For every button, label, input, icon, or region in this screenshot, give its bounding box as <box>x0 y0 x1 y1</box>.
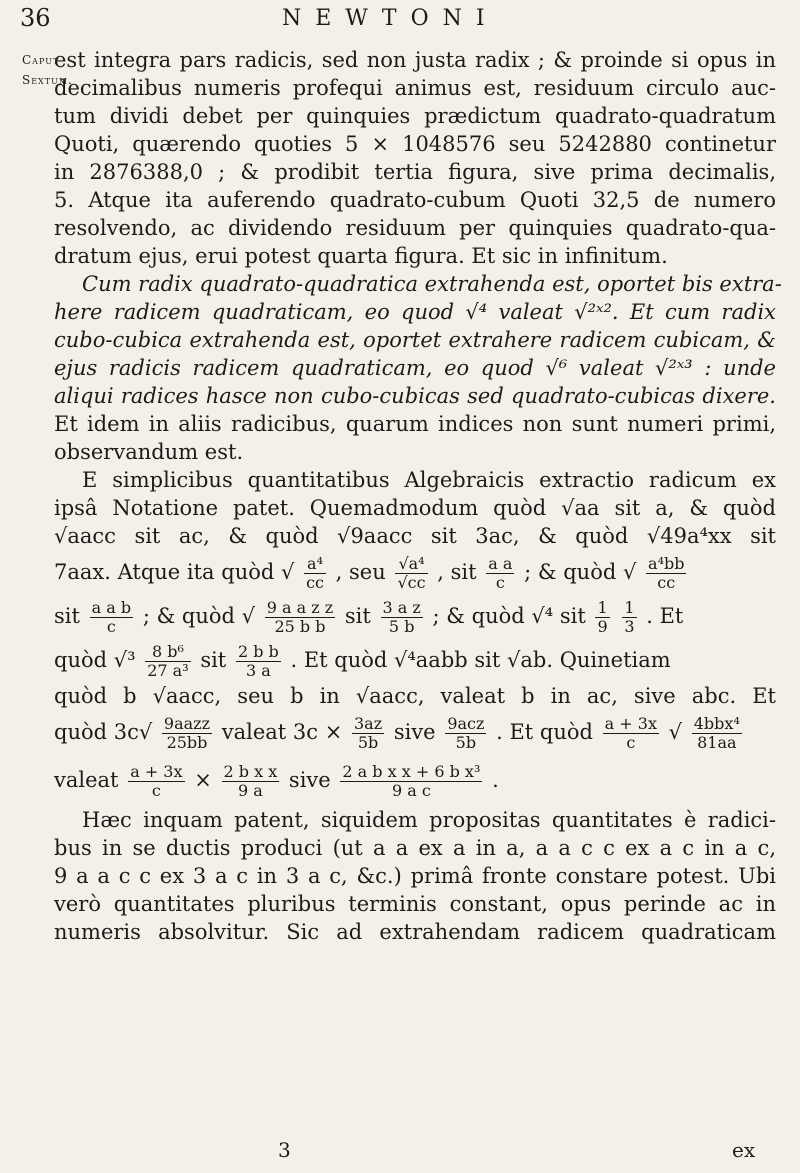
fraction: $\frac{a + 3x}{c}$ <box>130 762 183 800</box>
fraction: $\frac{\text{√a⁴}}{√cc}$ <box>397 554 426 592</box>
math-row-3: quòd √³ $\frac{\text{8 b⁶}}{\text{27 a³}}$ sit $\frac{\text{2 b b}}{3 a}$ . Et quòd √⁴aabb sit √ab. Quinetiam <box>54 642 671 680</box>
fraction: $\frac{\text{a a}}{c}$ <box>488 554 513 592</box>
text-line: 5. Atque ita auferendo quadrato-cubum Quoti 32,5 de numero <box>54 188 776 212</box>
page-number: 36 <box>20 4 51 32</box>
text-line: Et idem in aliis radicibus, quarum indices non sunt numeri primi, <box>54 412 776 436</box>
text-line: Cum radix quadrato-quadratica extrahenda est, oportet bis extra- <box>82 272 782 296</box>
fraction: 9aazz 25bb <box>163 714 211 752</box>
text-line: dratum ejus, erui potest quarta figura. Et sic in infinitum. <box>54 244 668 268</box>
paragraph-2-italic <box>54 270 782 410</box>
fraction: $\frac{\text{2 b x x}}{9 a}$ <box>223 762 278 800</box>
math-row-2: sit $\frac{\text{a a b}}{c}$ ; & quòd √ $\frac{\text{9 a a z z}}{\text{25 b b}}$ sit $\frac{\text{3 a z}}{5 b}$ ; & quòd √⁴ sit $\frac{1}{9}$ $\frac{1}{3}$ . Et <box>54 598 684 636</box>
math-row-4: quòd b √aacc, seu b in √aacc, valeat b in ac, sive abc. Et <box>54 684 776 708</box>
text-line: tum dividi debet per quinquies prædictum quadrato-quadratum <box>54 104 776 128</box>
fraction: $\frac{\text{2 b b}}{3 a}$ <box>237 642 279 680</box>
fraction: $\frac{\text{a⁴bb}}{cc}$ <box>648 554 685 592</box>
fraction: 9acz 5b <box>447 714 485 752</box>
text-line: aliqui radices hasce non cubo-cubicas sed quadrato-cubicas dixere. <box>54 384 776 408</box>
text-line: Hæc inquam patent, siquidem propositas quantitates è radici- <box>82 808 776 832</box>
catchword: ex <box>732 1138 756 1162</box>
text-line: numeris absolvitur. Sic ad extrahendam radicem quadraticam <box>54 920 776 944</box>
fraction: $\frac{\text{9 a a z z}}{\text{25 b b}}$ <box>266 598 334 636</box>
fraction: $\frac{3az}{5b}$ <box>353 714 383 752</box>
text-line: resolvendo, ac dividendo residuum per quinquies quadrato-qua- <box>54 216 776 240</box>
text-line: ejus radicis radicem quadraticam, eo quod √⁶ valeat √²ˣ³ : unde <box>54 356 776 380</box>
text-line: E simplicibus quantitatibus Algebraicis extractio radicum ex <box>82 468 776 492</box>
fraction: $\frac{\text{a⁴}}{cc}$ <box>306 554 324 592</box>
paragraph-1 <box>54 46 776 270</box>
margin-note-sextum: Sextum. <box>22 73 73 87</box>
text-line: est integra pars radicis, sed non justa radix ; & proinde si opus in <box>54 48 776 72</box>
text-line: bus in se ductis produci (ut a a ex a in a, a a c c ex a c in a c, <box>54 836 776 860</box>
paragraph-4 <box>54 466 776 550</box>
text-line: ipsâ Notatione patet. Quemadmodum quòd √aa sit a, & quòd <box>54 496 776 520</box>
fraction: $\frac{1}{3}$ <box>624 598 635 636</box>
text-line: in 2876388,0 ; & prodibit tertia figura, sive prima decimalis, <box>54 160 776 184</box>
page-body <box>54 46 782 946</box>
fraction: $\frac{\text{a a b}}{c}$ <box>91 598 132 636</box>
paragraph-3 <box>54 410 776 466</box>
math-row-5: quòd 3c√ 9aazz 25bb valeat 3c × $\frac{3az}{5b}$ sive 9acz 5b . Et quòd $\frac{a + 3x}{c}$ √ 4bbx⁴ 81aa <box>54 714 740 752</box>
signature-mark: 3 <box>278 1138 291 1162</box>
math-row-1: 7aax. Atque ita quòd √ $\frac{\text{a⁴}}{cc}$ , seu $\frac{\text{√a⁴}}{√cc}$ , sit $\frac{\text{a a}}{c}$ ; & quòd √ $\frac{\text{a⁴bb}}{cc}$ <box>54 554 685 592</box>
fraction: $\frac{\text{2 a b x x + 6 b x³}}{\text{9 a c}}$ <box>342 762 481 800</box>
paragraph-5 <box>54 806 776 946</box>
math-row-6: valeat $\frac{a + 3x}{c}$ × $\frac{\text{2 b x x}}{9 a}$ sive $\frac{\text{2 a b x x + 6 b x³}}{\text{9 a c}}$ . <box>54 762 499 800</box>
running-head: NEWTONI <box>282 6 499 31</box>
text-line: decimalibus numeris profequi animus est, residuum circulo auc- <box>54 76 776 100</box>
text-line: observandum est. <box>54 440 244 464</box>
text-line: verò quantitates pluribus terminis constant, opus perinde ac in <box>54 892 776 916</box>
fraction: 4bbx⁴ 81aa <box>693 714 740 752</box>
text-line: Quoti, quærendo quoties 5 × 1048576 seu 5242880 continetur <box>54 132 776 156</box>
fraction: $\frac{a + 3x}{c}$ <box>604 714 657 752</box>
math-block <box>54 550 776 806</box>
margin-note-caput: Caput <box>22 53 60 67</box>
text-line: cubo-cubica extrahenda est, oportet extrahere radicem cubicam, & <box>54 328 776 352</box>
fraction: $\frac{1}{9}$ <box>597 598 608 636</box>
text-line: 9 a a c c ex 3 a c in 3 a c, &c.) primâ fronte constare potest. Ubi <box>54 864 776 888</box>
fraction: $\frac{\text{3 a z}}{5 b}$ <box>382 598 421 636</box>
text-line: here radicem quadraticam, eo quod √⁴ valeat √²ˣ². Et cum radix <box>54 300 776 324</box>
fraction: $\frac{\text{8 b⁶}}{\text{27 a³}}$ <box>147 642 189 680</box>
text-line: √aacc sit ac, & quòd √9aacc sit 3ac, & quòd √49a⁴xx sit <box>54 524 776 548</box>
